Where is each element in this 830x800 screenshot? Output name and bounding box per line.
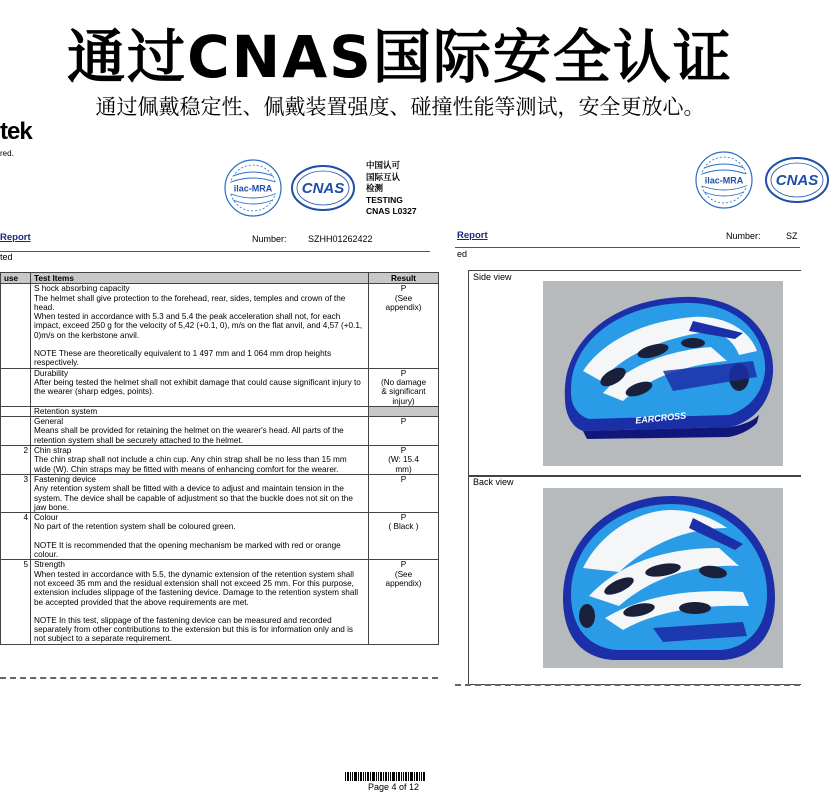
side-view-photo	[543, 281, 783, 466]
lab-logo-tagline: red.	[0, 149, 14, 158]
side-view-label: Side view	[473, 272, 512, 282]
headline: 通过CNAS国际安全认证	[67, 23, 733, 91]
report-divider	[455, 247, 800, 248]
cert-line: TESTING	[366, 194, 403, 205]
helmet-back-image	[543, 488, 783, 668]
test-item-text: NOTE These are theoretically equivalent to 1 497 mm and 1 064 mm drop heights respectively.	[34, 349, 332, 368]
test-item-text: S hock absorbing capacity The helmet shall give protection to the forehead, rear, sides, temples and crown of the head. When tested in accordance with 5.3 and 5.4 the peak acceleration shall not, for each impact, exceed 250 g for the velocity of 5,42 (+0.1, 0), m/s on the flat anvil, and 4,57 (+0.1, 0)m/s on the kerbstone anvil.	[34, 284, 363, 340]
clause-cell: 2	[1, 446, 31, 475]
report-number-label: Number:	[252, 234, 287, 244]
subheadline: 通过佩戴稳定性、佩戴装置强度、碰撞性能等测试，安全更放心。	[95, 95, 705, 119]
clause-cell	[1, 284, 31, 368]
test-item-text: Retention system	[34, 406, 98, 416]
table-row	[1, 406, 439, 416]
report-title: Report	[0, 232, 31, 243]
test-item-text: NOTE It is recommended that the opening mechanism be marked with red or orange colour.	[34, 540, 341, 560]
cnas-logo	[764, 156, 830, 204]
test-item-cell	[31, 406, 369, 416]
ilac-mra-seal	[694, 150, 754, 210]
result-cell: P (No damage & significant injury)	[369, 368, 439, 406]
cnas-logo-text: CNAS	[775, 172, 819, 189]
report-divider	[0, 251, 430, 252]
test-item-text: General Means shall be provided for retaining the helmet on the wearer's head. All parts of the retention system shall be securely attached to the helmet.	[34, 417, 344, 445]
result-cell: P (W: 15.4 mm)	[369, 446, 439, 475]
back-view-label: Back view	[473, 477, 514, 487]
page-bottom-edge	[455, 684, 800, 686]
clause-cell	[1, 368, 31, 406]
test-item-text: Durability After being tested the helmet shall not exhibit damage that could cause significant injury to the wearer (sharp edges, points).	[34, 368, 361, 397]
result-cell: P (See appendix)	[369, 560, 439, 644]
test-item-cell	[31, 368, 369, 406]
clause-cell: 5	[1, 560, 31, 644]
back-view-panel	[468, 475, 801, 685]
cert-line: 中国认可	[366, 160, 401, 170]
table-row	[1, 513, 439, 560]
test-item-text: Chin strap The chin strap shall not include a chin cup. Any chin strap shall be no less than 15 mm wide (W). Chin straps may be fitted with means of enhancing comfort for the wearer.	[34, 446, 347, 474]
clause-header: use	[1, 273, 31, 284]
helmet-brand-text: EARCROSS	[634, 410, 687, 426]
test-item-text: Strength When tested in accordance with 5.5, the dynamic extension of the retention system shall not exceed 35 mm and the residual extension shall not exceed 25 mm. For this purpose, extension includes slippage of the fastening device. Damage to the retention system shall be accepted provided that the above requirements are met.	[34, 560, 359, 607]
test-item-cell	[31, 513, 369, 560]
side-view-panel	[468, 270, 801, 477]
table-row	[1, 446, 439, 475]
result-cell: P (See appendix)	[369, 284, 439, 368]
report-subtitle: ed	[457, 249, 468, 259]
cnas-logo-cropped	[764, 156, 819, 204]
table-row	[1, 417, 439, 446]
result-cell	[369, 406, 439, 416]
report-page-left	[0, 225, 440, 685]
ilac-mra-text: ilac-MRA	[233, 183, 273, 194]
page-number: Page 4 of 12	[368, 782, 420, 792]
cert-line: 检测	[366, 183, 384, 193]
cnas-logo-text: CNAS	[301, 180, 345, 197]
cnas-logo	[290, 164, 356, 212]
result-cell: P	[369, 474, 439, 512]
report-number-label: Number:	[726, 231, 761, 241]
clause-cell: 4	[1, 513, 31, 560]
cert-line: 国际互认	[366, 171, 401, 182]
report-number: SZ	[786, 231, 798, 241]
table-body	[1, 284, 439, 644]
table-row	[1, 560, 439, 644]
cert-line: CNAS L0327	[366, 206, 417, 216]
report-page-right	[455, 225, 800, 690]
helmet-side-image	[543, 281, 783, 466]
test-item-text: Fastening device Any retention system shall be fitted with a device to adjust and maintain tension in the system. The device shall be capable of adjustment so that the buckle does not sit on the jaw bone.	[34, 474, 353, 512]
test-item-text: NOTE In this test, slippage of the fastening device can be measured and recorded separately from other contributions to the extension but this is for information only and is not subject to a separate requirement.	[34, 615, 354, 644]
back-view-photo	[543, 488, 783, 668]
clause-cell	[1, 406, 31, 416]
ilac-mra-seal	[223, 158, 283, 218]
test-item-cell	[31, 284, 369, 368]
test-item-cell	[31, 474, 369, 512]
table-row	[1, 284, 439, 368]
test-item-cell	[31, 446, 369, 475]
report-subtitle: ted	[0, 252, 13, 262]
test-items-table	[0, 272, 439, 645]
clause-cell	[1, 417, 31, 446]
clause-cell: 3	[1, 474, 31, 512]
report-number: SZHH01262422	[308, 234, 373, 244]
table-row	[1, 474, 439, 512]
test-items-header: Test Items	[31, 273, 369, 284]
lab-logo: tek	[0, 118, 32, 145]
page-bottom-edge	[0, 677, 438, 679]
barcode	[345, 772, 425, 781]
result-cell: P	[369, 417, 439, 446]
result-cell: P ( Black )	[369, 513, 439, 560]
cert-statement	[366, 160, 417, 218]
result-header: Result	[369, 273, 439, 284]
ilac-mra-text: ilac-MRA	[704, 175, 744, 186]
test-item-text: Colour No part of the retention system shall be coloured green.	[34, 513, 236, 532]
table-header-row	[1, 273, 439, 284]
table-row	[1, 368, 439, 406]
test-item-cell	[31, 560, 369, 644]
test-item-cell	[31, 417, 369, 446]
report-title: Report	[457, 230, 488, 241]
